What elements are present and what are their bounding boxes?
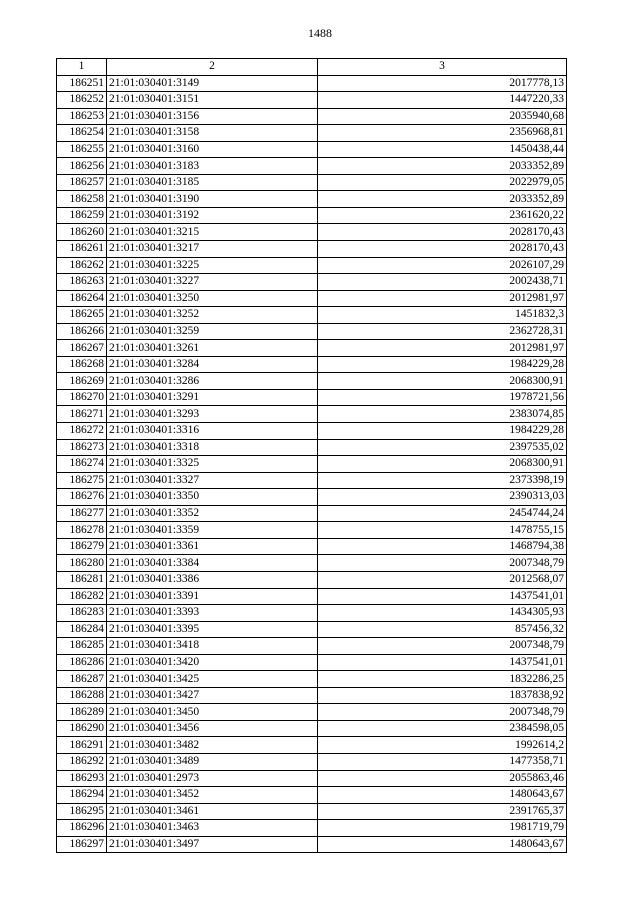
table-row [57, 389, 567, 406]
table-row [57, 753, 567, 770]
row-number: 186255 [57, 141, 107, 158]
table-row [57, 307, 567, 324]
cadastral-number: 21:01:030401:3190 [107, 191, 318, 208]
table-row [57, 522, 567, 539]
cadastral-value: 2391765,37 [318, 803, 567, 820]
table-row [57, 720, 567, 737]
page-number: 1488 [308, 26, 332, 40]
cadastral-number: 21:01:030401:3318 [107, 439, 318, 456]
cadastral-number: 21:01:030401:3151 [107, 92, 318, 109]
row-number: 186280 [57, 555, 107, 572]
cadastral-value: 1480643,67 [318, 836, 567, 853]
row-number: 186265 [57, 307, 107, 324]
table-row [57, 290, 567, 307]
table-row [57, 108, 567, 125]
cadastral-value: 1450438,44 [318, 141, 567, 158]
cadastral-number: 21:01:030401:3286 [107, 373, 318, 390]
cadastral-value: 1984229,28 [318, 423, 567, 440]
row-number: 186286 [57, 654, 107, 671]
cadastral-number: 21:01:030401:3250 [107, 290, 318, 307]
table-row [57, 803, 567, 820]
table-row [57, 439, 567, 456]
row-number: 186256 [57, 158, 107, 175]
row-number: 186295 [57, 803, 107, 820]
cadastral-value: 2007348,79 [318, 638, 567, 655]
table-row [57, 671, 567, 688]
row-number: 186278 [57, 522, 107, 539]
row-number: 186267 [57, 340, 107, 357]
row-number: 186294 [57, 787, 107, 804]
table-row [57, 505, 567, 522]
column-header-3: 3 [318, 59, 567, 76]
table-row [57, 621, 567, 638]
cadastral-value: 2002438,71 [318, 274, 567, 291]
cadastral-number: 21:01:030401:3452 [107, 787, 318, 804]
cadastral-value: 2017778,13 [318, 75, 567, 92]
table-row [57, 638, 567, 655]
table-row [57, 274, 567, 291]
cadastral-number: 21:01:030401:3482 [107, 737, 318, 754]
cadastral-number: 21:01:030401:3185 [107, 174, 318, 191]
cadastral-number: 21:01:030401:3359 [107, 522, 318, 539]
cadastral-value: 2362728,31 [318, 323, 567, 340]
cadastral-value: 1477358,71 [318, 753, 567, 770]
row-number: 186291 [57, 737, 107, 754]
cadastral-value: 2022979,05 [318, 174, 567, 191]
row-number: 186273 [57, 439, 107, 456]
row-number: 186257 [57, 174, 107, 191]
cadastral-value: 1437541,01 [318, 588, 567, 605]
cadastral-number: 21:01:030401:3316 [107, 423, 318, 440]
cadastral-value-table [56, 58, 567, 853]
row-number: 186276 [57, 489, 107, 506]
cadastral-number: 21:01:030401:3425 [107, 671, 318, 688]
cadastral-number: 21:01:030401:3183 [107, 158, 318, 175]
cadastral-number: 21:01:030401:3463 [107, 820, 318, 837]
table-row [57, 125, 567, 142]
cadastral-value: 1468794,38 [318, 538, 567, 555]
cadastral-number: 21:01:030401:3489 [107, 753, 318, 770]
row-number: 186264 [57, 290, 107, 307]
row-number: 186296 [57, 820, 107, 837]
table-row [57, 836, 567, 853]
table-row [57, 257, 567, 274]
row-number: 186281 [57, 571, 107, 588]
table-row [57, 787, 567, 804]
table-row [57, 323, 567, 340]
row-number: 186284 [57, 621, 107, 638]
table-row [57, 605, 567, 622]
cadastral-value: 2068300,91 [318, 373, 567, 390]
cadastral-value: 2028170,43 [318, 224, 567, 241]
cadastral-value: 2028170,43 [318, 241, 567, 258]
cadastral-number: 21:01:030401:3149 [107, 75, 318, 92]
table-row [57, 687, 567, 704]
cadastral-number: 21:01:030401:3350 [107, 489, 318, 506]
cadastral-number: 21:01:030401:3291 [107, 389, 318, 406]
cadastral-value: 1434305,93 [318, 605, 567, 622]
cadastral-number: 21:01:030401:3158 [107, 125, 318, 142]
cadastral-number: 21:01:030401:3391 [107, 588, 318, 605]
cadastral-number: 21:01:030401:3418 [107, 638, 318, 655]
cadastral-value: 2055863,46 [318, 770, 567, 787]
cadastral-number: 21:01:030401:3192 [107, 207, 318, 224]
cadastral-number: 21:01:030401:3227 [107, 274, 318, 291]
cadastral-value: 1978721,56 [318, 389, 567, 406]
table-row [57, 75, 567, 92]
table-row [57, 174, 567, 191]
cadastral-number: 21:01:030401:3284 [107, 356, 318, 373]
row-number: 186272 [57, 423, 107, 440]
table-row [57, 489, 567, 506]
cadastral-value: 2390313,03 [318, 489, 567, 506]
row-number: 186252 [57, 92, 107, 109]
cadastral-value: 2033352,89 [318, 191, 567, 208]
cadastral-value: 2068300,91 [318, 456, 567, 473]
cadastral-value: 2007348,79 [318, 704, 567, 721]
cadastral-value: 1984229,28 [318, 356, 567, 373]
row-number: 186269 [57, 373, 107, 390]
cadastral-number: 21:01:030401:3361 [107, 538, 318, 555]
row-number: 186266 [57, 323, 107, 340]
cadastral-value: 2384598,05 [318, 720, 567, 737]
cadastral-value: 2012981,97 [318, 290, 567, 307]
table-row [57, 538, 567, 555]
row-number: 186258 [57, 191, 107, 208]
row-number: 186268 [57, 356, 107, 373]
cadastral-value: 2033352,89 [318, 158, 567, 175]
table-row [57, 654, 567, 671]
cadastral-number: 21:01:030401:3325 [107, 456, 318, 473]
cadastral-value: 2383074,85 [318, 406, 567, 423]
table-row [57, 340, 567, 357]
table-row [57, 406, 567, 423]
cadastral-number: 21:01:030401:3160 [107, 141, 318, 158]
cadastral-value: 2454744,24 [318, 505, 567, 522]
table-row [57, 207, 567, 224]
table-row [57, 141, 567, 158]
row-number: 186275 [57, 472, 107, 489]
row-number: 186288 [57, 687, 107, 704]
cadastral-number: 21:01:030401:3327 [107, 472, 318, 489]
cadastral-value: 1832286,25 [318, 671, 567, 688]
cadastral-value: 1451832,3 [318, 307, 567, 324]
row-number: 186263 [57, 274, 107, 291]
cadastral-value: 2397535,02 [318, 439, 567, 456]
row-number: 186253 [57, 108, 107, 125]
row-number: 186287 [57, 671, 107, 688]
row-number: 186283 [57, 605, 107, 622]
cadastral-value: 2007348,79 [318, 555, 567, 572]
row-number: 186289 [57, 704, 107, 721]
row-number: 186270 [57, 389, 107, 406]
table-row [57, 241, 567, 258]
row-number: 186259 [57, 207, 107, 224]
cadastral-number: 21:01:030401:3252 [107, 307, 318, 324]
cadastral-number: 21:01:030401:3352 [107, 505, 318, 522]
cadastral-number: 21:01:030401:3386 [107, 571, 318, 588]
cadastral-value: 2026107,29 [318, 257, 567, 274]
table-row [57, 770, 567, 787]
row-number: 186282 [57, 588, 107, 605]
cadastral-number: 21:01:030401:3461 [107, 803, 318, 820]
table-row [57, 456, 567, 473]
cadastral-value: 1437541,01 [318, 654, 567, 671]
column-header-2: 2 [107, 59, 318, 76]
cadastral-value: 857456,32 [318, 621, 567, 638]
cadastral-value: 2012981,97 [318, 340, 567, 357]
cadastral-number: 21:01:030401:3225 [107, 257, 318, 274]
table-row [57, 92, 567, 109]
row-number: 186297 [57, 836, 107, 853]
cadastral-number: 21:01:030401:2973 [107, 770, 318, 787]
cadastral-number: 21:01:030401:3450 [107, 704, 318, 721]
table-row [57, 571, 567, 588]
table-row [57, 356, 567, 373]
table-row [57, 423, 567, 440]
cadastral-value: 1478755,15 [318, 522, 567, 539]
table-row [57, 373, 567, 390]
table-row [57, 158, 567, 175]
table-row [57, 191, 567, 208]
table-row [57, 588, 567, 605]
cadastral-number: 21:01:030401:3456 [107, 720, 318, 737]
row-number: 186261 [57, 241, 107, 258]
cadastral-value: 2035940,68 [318, 108, 567, 125]
row-number: 186262 [57, 257, 107, 274]
column-header-1: 1 [57, 59, 107, 76]
table-row [57, 472, 567, 489]
table-header-row [57, 59, 567, 76]
row-number: 186292 [57, 753, 107, 770]
cadastral-number: 21:01:030401:3261 [107, 340, 318, 357]
cadastral-number: 21:01:030401:3497 [107, 836, 318, 853]
table-row [57, 555, 567, 572]
row-number: 186274 [57, 456, 107, 473]
table-row [57, 737, 567, 754]
cadastral-value: 2361620,22 [318, 207, 567, 224]
row-number: 186290 [57, 720, 107, 737]
cadastral-number: 21:01:030401:3259 [107, 323, 318, 340]
cadastral-value: 1837838,92 [318, 687, 567, 704]
row-number: 186293 [57, 770, 107, 787]
cadastral-value: 1447220,33 [318, 92, 567, 109]
cadastral-number: 21:01:030401:3217 [107, 241, 318, 258]
cadastral-value: 1992614,2 [318, 737, 567, 754]
cadastral-value: 2012568,07 [318, 571, 567, 588]
cadastral-value: 2356968,81 [318, 125, 567, 142]
cadastral-value: 1981719,79 [318, 820, 567, 837]
cadastral-number: 21:01:030401:3427 [107, 687, 318, 704]
row-number: 186277 [57, 505, 107, 522]
table-body [57, 75, 567, 853]
row-number: 186279 [57, 538, 107, 555]
cadastral-value: 2373398,19 [318, 472, 567, 489]
row-number: 186260 [57, 224, 107, 241]
cadastral-number: 21:01:030401:3384 [107, 555, 318, 572]
row-number: 186285 [57, 638, 107, 655]
cadastral-number: 21:01:030401:3393 [107, 605, 318, 622]
row-number: 186251 [57, 75, 107, 92]
cadastral-number: 21:01:030401:3420 [107, 654, 318, 671]
row-number: 186254 [57, 125, 107, 142]
cadastral-number: 21:01:030401:3156 [107, 108, 318, 125]
cadastral-number: 21:01:030401:3395 [107, 621, 318, 638]
cadastral-number: 21:01:030401:3215 [107, 224, 318, 241]
row-number: 186271 [57, 406, 107, 423]
table-row [57, 224, 567, 241]
table-row [57, 820, 567, 837]
cadastral-number: 21:01:030401:3293 [107, 406, 318, 423]
cadastral-value: 1480643,67 [318, 787, 567, 804]
table-row [57, 704, 567, 721]
